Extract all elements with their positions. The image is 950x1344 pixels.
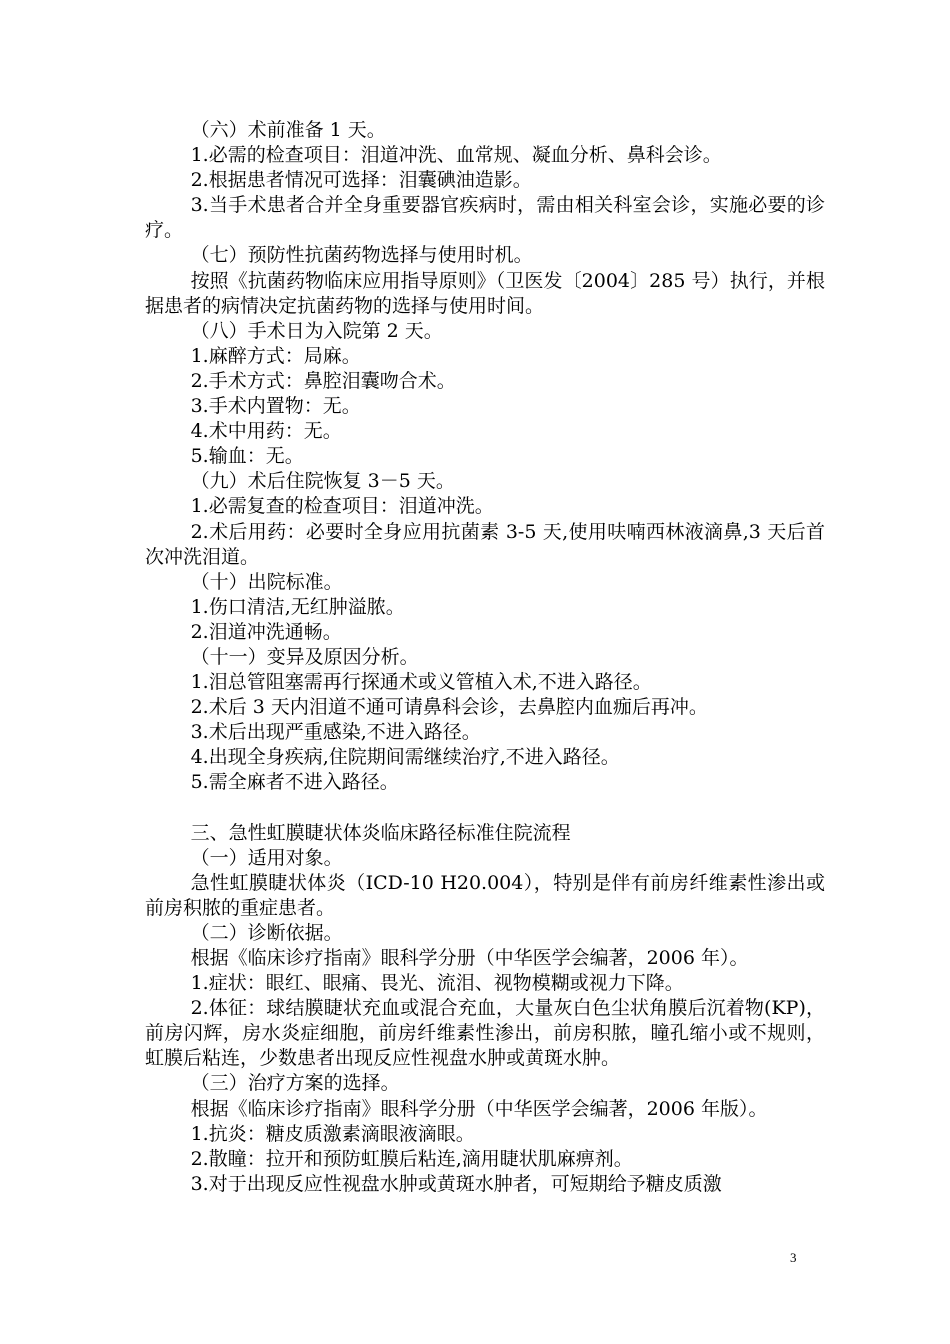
paragraph: 2.根据患者情况可选择：泪囊碘油造影。	[190, 169, 532, 192]
paragraph: 3.术后出现严重感染,不进入路径。	[190, 721, 481, 744]
document-body	[145, 118, 825, 1197]
paragraph: 5.输血：无。	[190, 445, 304, 468]
paragraph: （十一）变异及原因分析。	[190, 645, 419, 668]
paragraph: 4.术中用药：无。	[190, 420, 342, 443]
paragraph: 急性虹膜睫状体炎（ICD-10 H20.004），特别是伴有前房纤维素性渗出或前房积脓的重症患者。	[145, 871, 825, 919]
paragraph: 2.散瞳：拉开和预防虹膜后粘连,滴用睫状肌麻痹剂。	[190, 1147, 633, 1170]
paragraph: 5.需全麻者不进入路径。	[190, 771, 399, 794]
paragraph: 1.泪总管阻塞需再行探通术或义管植入术,不进入路径。	[190, 671, 652, 694]
paragraph: 1.麻醉方式：局麻。	[190, 344, 361, 367]
paragraph: （七）预防性抗菌药物选择与使用时机。	[190, 244, 533, 267]
paragraph: 3.当手术患者合并全身重要器官疾病时，需由相关科室会诊，实施必要的诊疗。	[145, 194, 825, 242]
paragraph: 1.必需复查的检查项目：泪道冲洗。	[190, 495, 494, 518]
paragraph: 1.症状：眼红、眼痛、畏光、流泪、视物模糊或视力下降。	[190, 972, 684, 995]
page-number: 3	[790, 1250, 797, 1265]
paragraph: 根据《临床诊疗指南》眼科学分册（中华医学会编著，2006 年）。	[190, 947, 749, 969]
paragraph: 4.出现全身疾病,住院期间需继续治疗,不进入路径。	[190, 746, 620, 769]
paragraph: 1.伤口清洁,无红肿溢脓。	[190, 595, 405, 618]
paragraph: （三）治疗方案的选择。	[190, 1072, 400, 1095]
paragraph: （八）手术日为入院第 2 天。	[190, 319, 443, 342]
paragraph: （十）出院标准。	[190, 570, 343, 593]
paragraph: 1.必需的检查项目：泪道冲洗、血常规、凝血分析、鼻科会诊。	[190, 144, 722, 167]
paragraph: （一）适用对象。	[190, 846, 343, 869]
paragraph: 2.术后用药：必要时全身应用抗菌素 3-5 天,使用呋喃西林液滴鼻,3 天后首次冲洗泪道。	[145, 520, 825, 568]
blank-line	[145, 796, 825, 821]
section-heading: 三、急性虹膜睫状体炎临床路径标准住院流程	[190, 821, 571, 844]
paragraph: 3.对于出现反应性视盘水肿或黄斑水肿者，可短期给予糖皮质激	[190, 1172, 722, 1195]
paragraph: （九）术后住院恢复 3－5 天。	[190, 470, 455, 493]
paragraph: 3.手术内置物：无。	[190, 395, 361, 418]
paragraph: （六）术前准备 1 天。	[190, 119, 386, 141]
paragraph: 2.手术方式：鼻腔泪囊吻合术。	[190, 369, 456, 392]
paragraph: （二）诊断依据。	[190, 921, 343, 944]
paragraph: 2.体征：球结膜睫状充血或混合充血，大量灰白色尘状角膜后沉着物(KP)，前房闪辉，房水炎症细胞，前房纤维素性渗出，前房积脓，瞳孔缩小或不规则，虹膜后粘连，少数患者出现反应性视盘水肿或黄斑水肿。	[145, 997, 825, 1070]
paragraph: 2.术后 3 天内泪道不通可请鼻科会诊，去鼻腔内血痂后再冲。	[190, 696, 708, 719]
paragraph: 1.抗炎：糖皮质激素滴眼液滴眼。	[190, 1122, 475, 1145]
paragraph: 根据《临床诊疗指南》眼科学分册（中华医学会编著，2006 年版）。	[190, 1097, 768, 1120]
paragraph: 按照《抗菌药物临床应用指导原则》（卫医发〔2004〕285 号）执行，并根据患者的病情决定抗菌药物的选择与使用时间。	[145, 269, 825, 317]
paragraph: 2.泪道冲洗通畅。	[190, 620, 342, 643]
